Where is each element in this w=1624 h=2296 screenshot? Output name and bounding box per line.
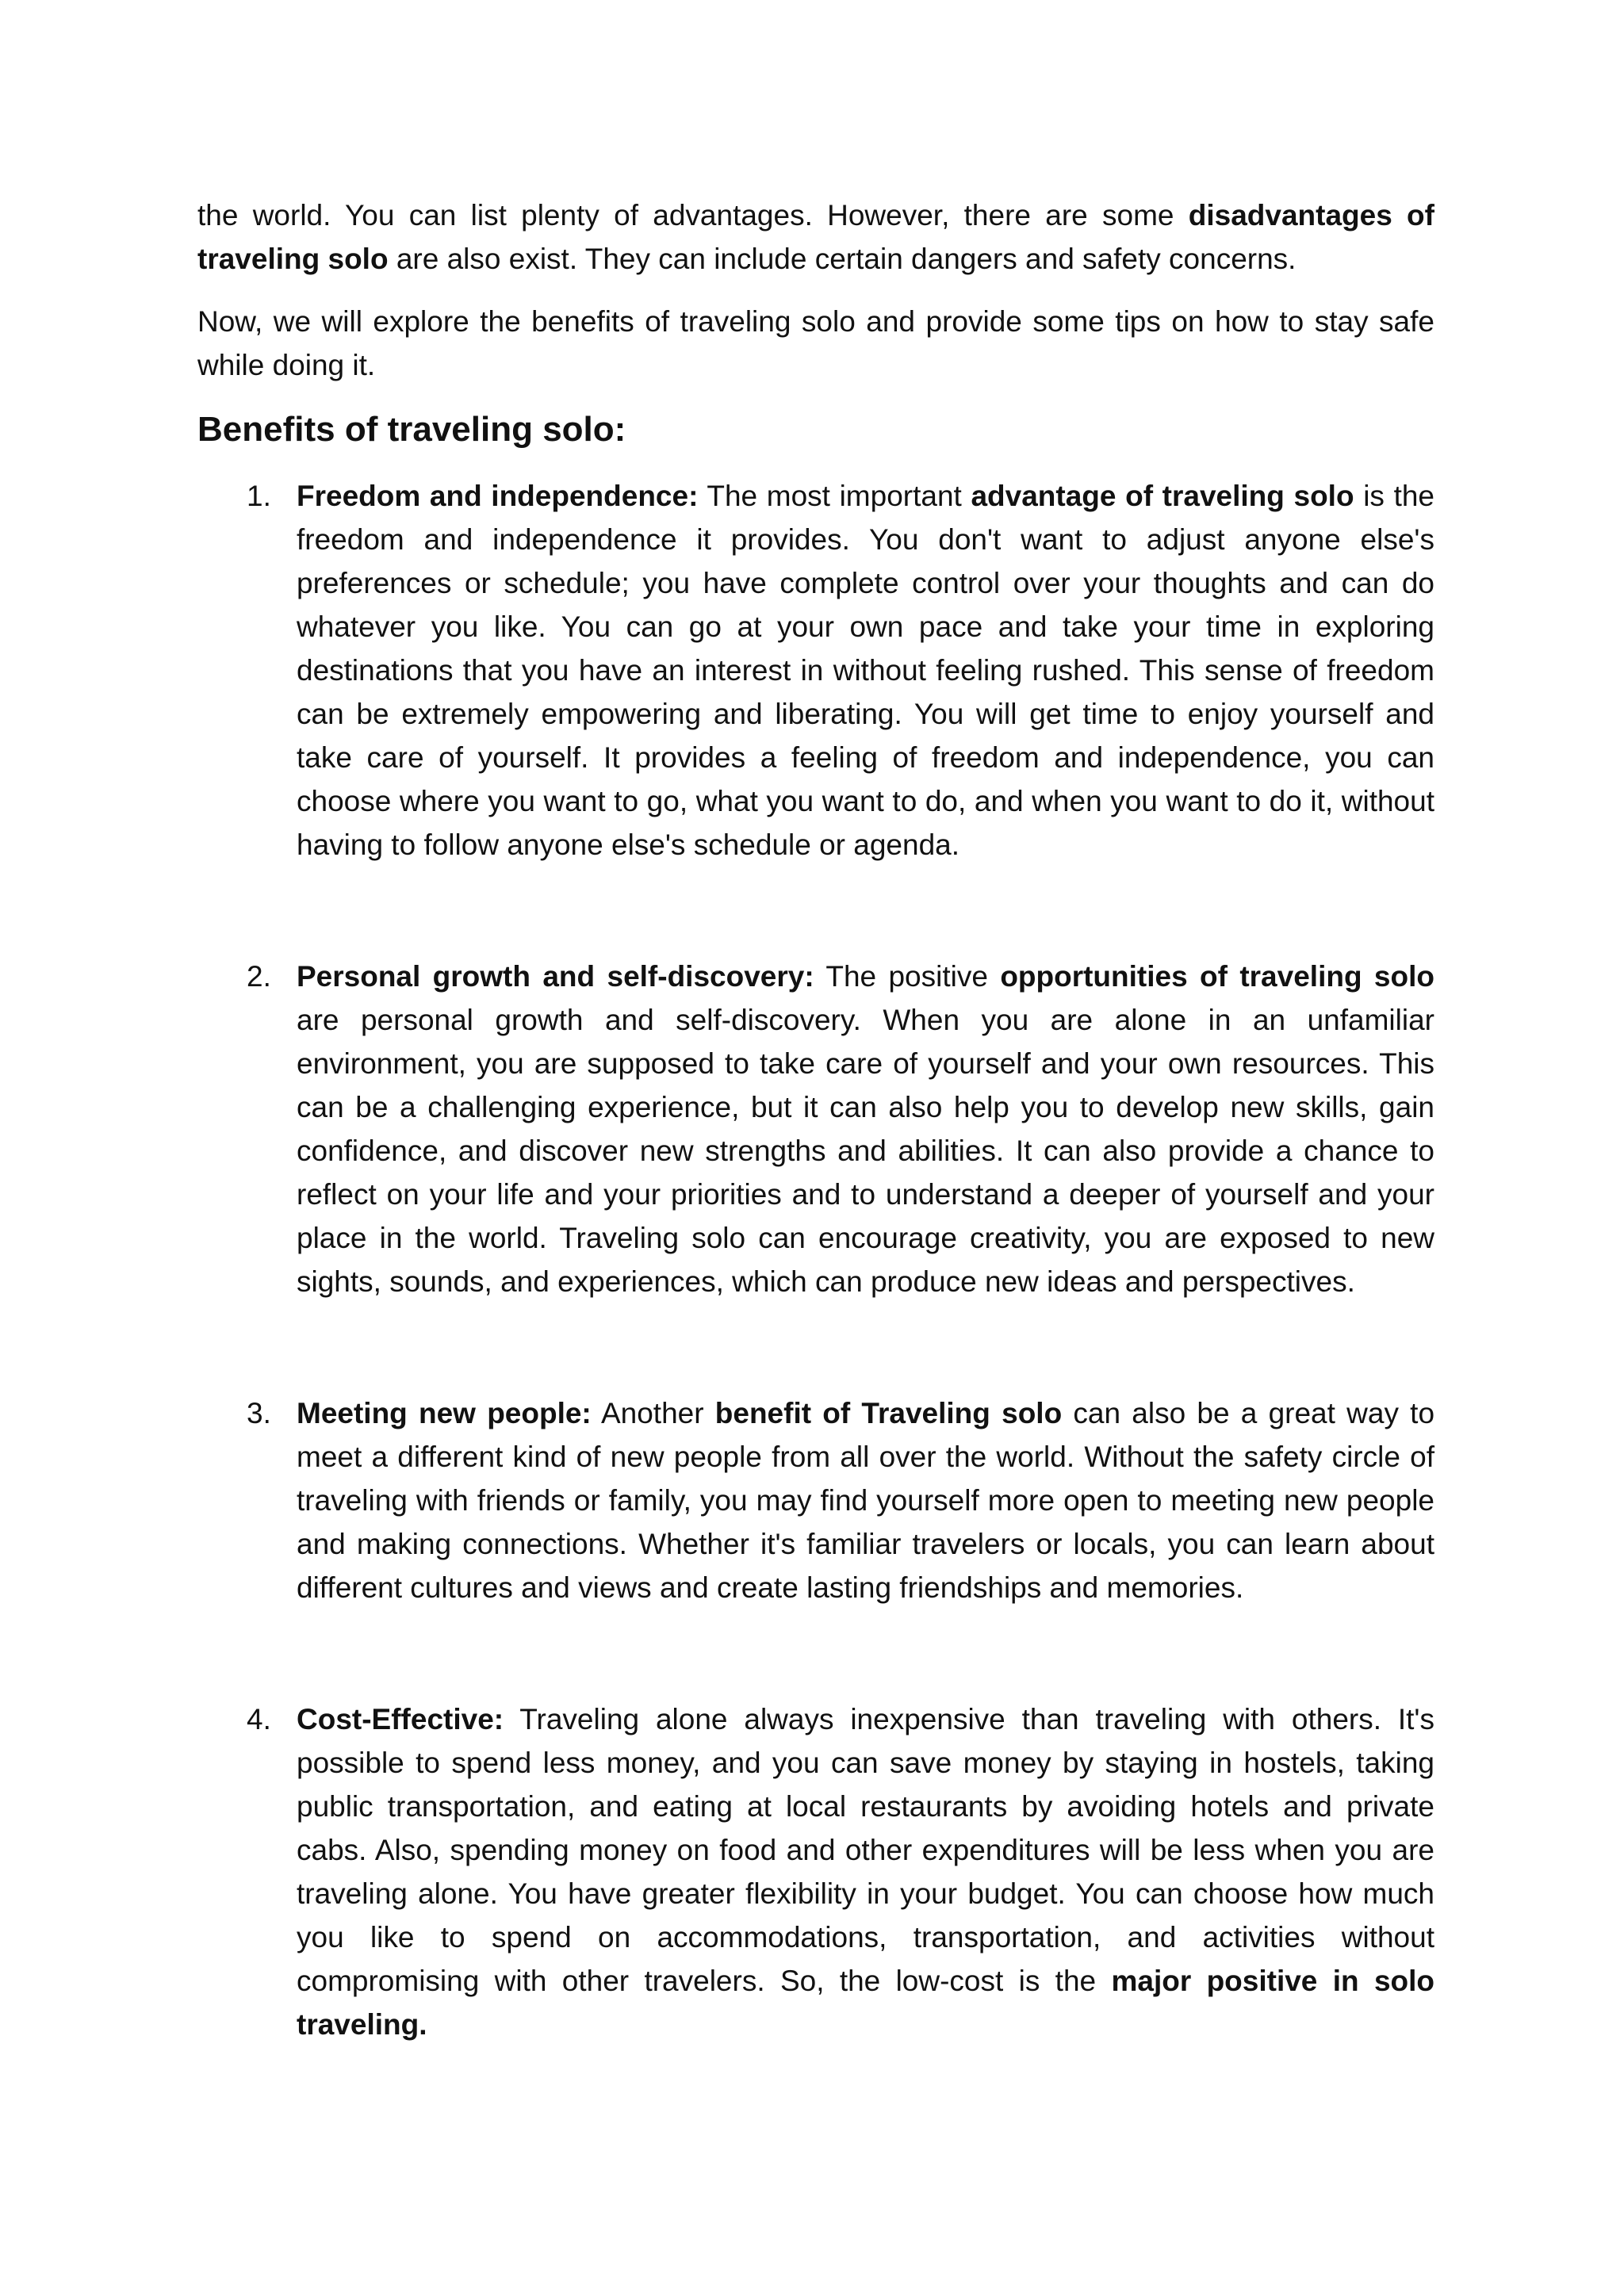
intro-paragraph-2: Now, we will explore the benefits of traveling solo and provide some tips on how to stay safe while doing it. xyxy=(197,305,1434,381)
list-item-text: Traveling alone always inexpensive than traveling with others. It's possible to spend less money, and you can save money by staying in hostels, taking public transportation, and eating at local restaurants by avoiding hotels and private cabs. Also, spending money on food and other expenditures will be less when you are traveling alone. You have greater flexibility in your budget. You can choose how much you like to spend on accommodations, transportation, and activities without compromising with other travelers. So, the low-cost is the xyxy=(297,1703,1434,1997)
list-item-title: Freedom and independence: xyxy=(297,480,699,512)
list-item-bold: advantage of traveling solo xyxy=(971,480,1354,512)
document-page xyxy=(197,193,1434,2046)
list-item-text: The most important xyxy=(698,480,971,512)
list-item-number: 3. xyxy=(247,1397,271,1429)
list-item xyxy=(197,1697,1434,2046)
list-item-title: Cost-Effective: xyxy=(297,1703,504,1735)
list-item-bold: benefit of Traveling solo xyxy=(714,1397,1063,1429)
intro-text-1: the world. You can list plenty of advantages. However, there are some xyxy=(197,199,1189,232)
list-item-text: can also be a great way to meet a different kind of new people from all over the world. Without the safety circle of traveling with friends or family, you may find yourself more open to meeting new people and making connections. Whether it's familiar travelers or locals, you can learn about different cultures and views and create lasting friendships and memories. xyxy=(297,1397,1435,1604)
list-item xyxy=(197,955,1434,1303)
section-heading: Benefits of traveling solo: xyxy=(197,410,626,449)
list-item-text: is the freedom and independence it provides. You don't want to adjust anyone else's preferences or schedule; you have complete control over your thoughts and can do whatever you like. You can go at your own pace and take your time in exploring destinations that you have an interest in without feeling rushed. This sense of freedom can be extremely empowering and liberating. You will get time to enjoy yourself and take care of yourself. It provides a feeling of freedom and independence, you can choose where you want to go, what you want to do, and when you want to do it, without having to follow anyone else's schedule or agenda. xyxy=(297,480,1435,861)
list-item-title: Personal growth and self-discovery: xyxy=(297,960,814,993)
list-item-text: are personal growth and self-discovery. When you are alone in an unfamiliar environment, you are supposed to take care of yourself and your own resources. This can be a challenging experience, but it can also help you to develop new skills, gain confidence, and discover new strengths and abilities. It can also provide a chance to reflect on your life and your priorities and to understand a deeper of yourself and your place in the world. Traveling solo can encourage creativity, you are exposed to new sights, sounds, and experiences, which can produce new ideas and perspectives. xyxy=(297,1004,1434,1298)
list-item xyxy=(197,1391,1434,1609)
intro-bold-1: disadvantages of traveling solo xyxy=(197,199,1434,275)
list-item-bold: major positive in solo traveling. xyxy=(297,1965,1435,2041)
list-item-bold: opportunities of traveling solo xyxy=(1000,960,1434,993)
list-item-number: 2. xyxy=(247,960,271,993)
list-item xyxy=(197,474,1434,867)
list-item-text: Another xyxy=(591,1397,715,1429)
list-item-number: 1. xyxy=(247,480,271,512)
list-item-text: The positive xyxy=(814,960,1001,993)
list-item-title: Meeting new people: xyxy=(297,1397,592,1429)
intro-paragraph-1 xyxy=(197,193,1434,281)
intro-text-2: are also exist. They can include certain dangers and safety concerns. xyxy=(388,243,1297,275)
list-item-number: 4. xyxy=(247,1703,271,1735)
